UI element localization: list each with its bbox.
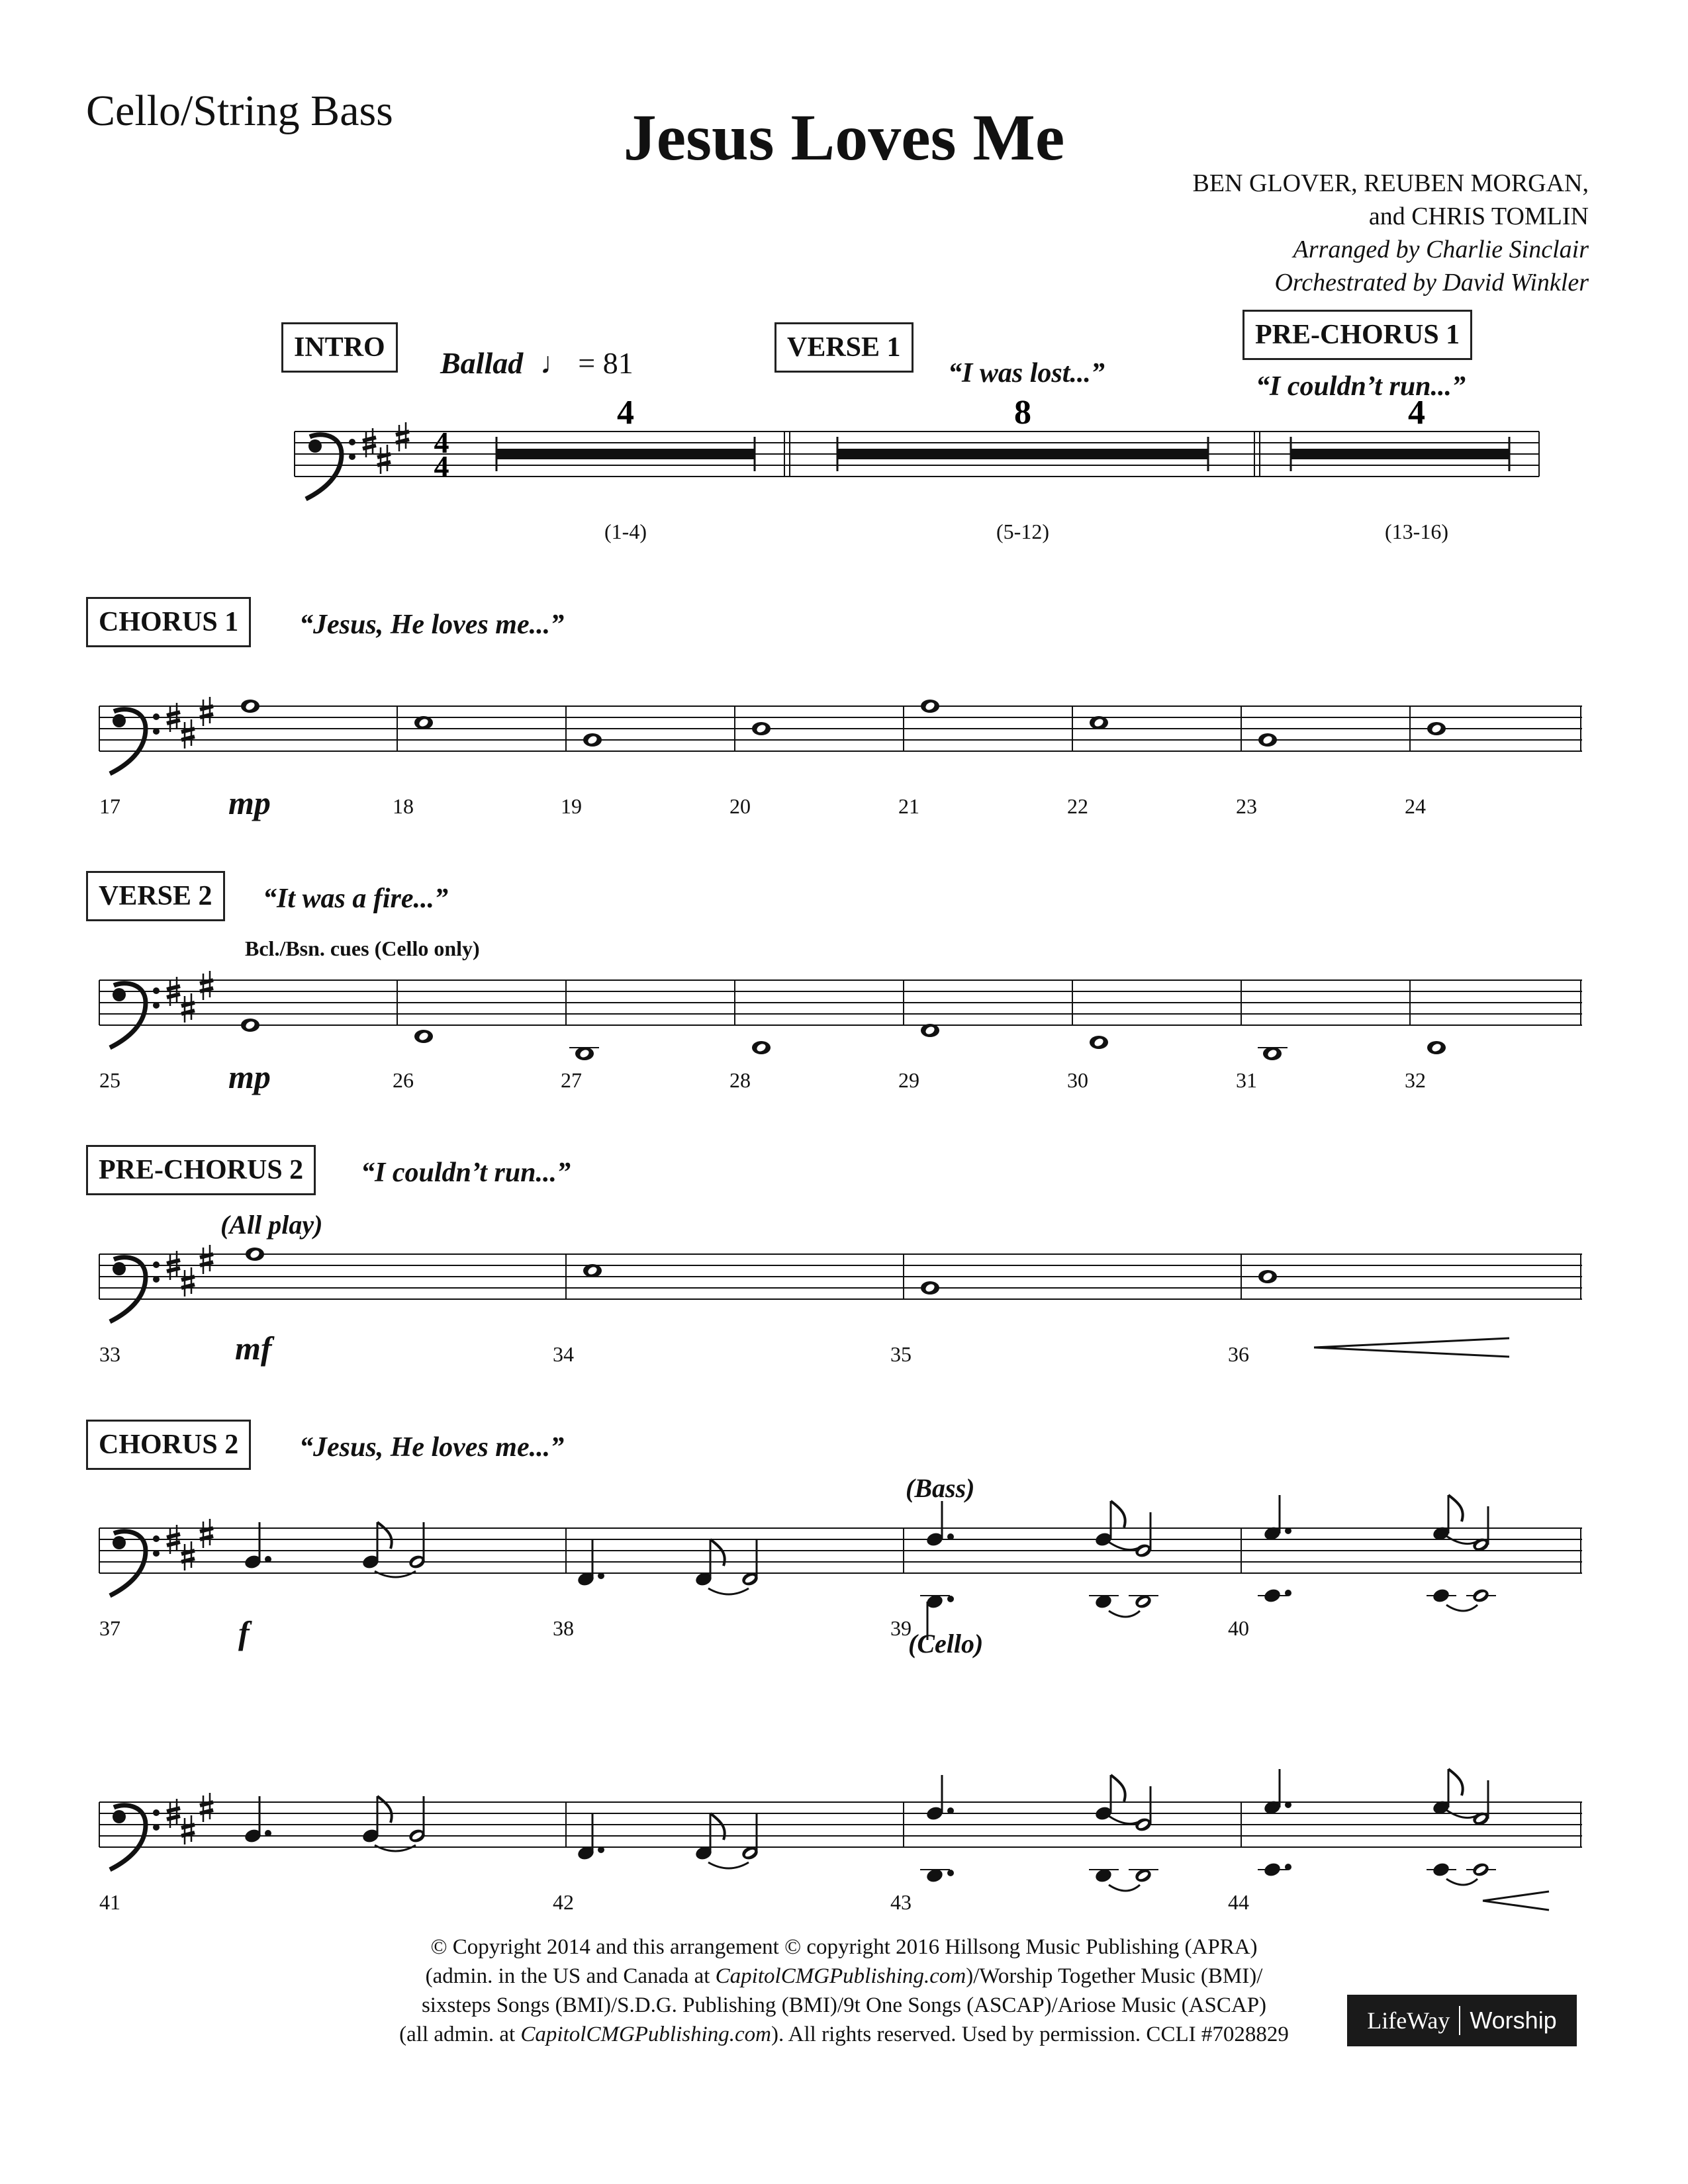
tempo-style: Ballad [440, 346, 524, 380]
measure-number: 35 [890, 1342, 912, 1366]
measure-number: 37 [99, 1616, 120, 1640]
m39-notes [925, 1501, 1153, 1640]
dynamic-mf: mf [235, 1330, 272, 1367]
rehearsal-mark-chorus-2: CHORUS 2 [86, 1420, 251, 1470]
quarter-note-icon: ♩ [539, 346, 571, 380]
staff-verse-2 [99, 971, 1582, 1060]
rehearsal-mark-chorus-1: CHORUS 1 [86, 597, 251, 647]
measure-number: 34 [553, 1342, 574, 1366]
staff-chorus-1 [99, 697, 1582, 774]
note-whole [752, 722, 771, 735]
m44-notes [1263, 1769, 1491, 1885]
bass-part-label: (Bass) [906, 1473, 975, 1503]
measure-range-intro: (1-4) [604, 520, 647, 543]
publisher-link: CapitolCMGPublishing.com [520, 2023, 772, 2046]
measure-number: 27 [561, 1068, 582, 1092]
measure-number: 24 [1405, 794, 1426, 818]
copyright-line-2-part: )/Worship Together Music (BMI)/ [966, 1964, 1263, 1988]
measure-number: 25 [99, 1068, 120, 1092]
all-play-instruction: (All play) [220, 1210, 323, 1240]
measure-number: 17 [99, 794, 120, 818]
m40-notes [1263, 1495, 1491, 1611]
measure-number: 18 [393, 794, 414, 818]
measure-number: 43 [890, 1890, 912, 1914]
lyric-cue-pre-chorus-2: “I couldn’t run...” [361, 1158, 571, 1188]
orchestrator-credit: Orchestrated by David Winkler [1274, 269, 1589, 296]
staff-chorus-2-a [99, 1495, 1582, 1640]
measure-number: 23 [1236, 794, 1257, 818]
rest-count-verse-1: 8 [1014, 394, 1031, 432]
copyright-line-2-part: (admin. in the US and Canada at [425, 1964, 716, 1988]
m41-notes [244, 1796, 427, 1851]
rehearsal-mark-intro: INTRO [281, 322, 398, 373]
dynamic-mp-verse-2: mp [228, 1058, 271, 1095]
measure-number: 19 [561, 794, 582, 818]
note-whole [752, 1041, 771, 1054]
m43-notes [925, 1775, 1153, 1891]
arranger-credit: Arranged by Charlie Sinclair [1293, 236, 1589, 263]
note-whole [414, 716, 433, 729]
note-whole [241, 700, 259, 713]
rehearsal-mark-verse-2: VERSE 2 [86, 871, 225, 921]
cello-part-label: (Cello) [908, 1629, 984, 1659]
logo-text-right: Worship [1470, 2007, 1557, 2034]
tempo-bpm: = 81 [578, 346, 633, 380]
measure-number: 21 [898, 794, 919, 818]
multi-rest-verse-1 [837, 394, 1208, 471]
measure-number: 36 [1228, 1342, 1249, 1366]
measure-number: 31 [1236, 1068, 1257, 1092]
logo-text-left: LifeWay [1367, 2007, 1450, 2034]
measure-range-pre-chorus-1: (13-16) [1385, 520, 1448, 543]
staff-pre-chorus-2 [99, 1245, 1582, 1357]
measure-number: 41 [99, 1890, 120, 1914]
note-whole [1090, 1036, 1108, 1049]
rest-count-pre-chorus-1: 4 [1408, 394, 1425, 432]
crescendo-hairpin [1483, 1891, 1549, 1910]
measure-number: 44 [1228, 1890, 1249, 1914]
staff-intro [295, 394, 1539, 499]
measure-number: 29 [898, 1068, 919, 1092]
measure-number: 26 [393, 1068, 414, 1092]
time-sig-bottom: 4 [434, 449, 449, 483]
copyright-line-3: sixsteps Songs (BMI)/S.D.G. Publishing (BMI)/9t One Songs (ASCAP)/Ariose Music (ASCAP) [421, 1993, 1267, 2017]
rehearsal-mark-pre-chorus-1: PRE-CHORUS 1 [1243, 310, 1472, 360]
song-title: Jesus Loves Me [623, 101, 1065, 174]
note-whole [921, 1281, 939, 1295]
lyric-cue-chorus-1: “Jesus, He loves me...” [299, 610, 565, 640]
note-whole [1427, 1041, 1446, 1054]
measure-number: 22 [1067, 794, 1088, 818]
multi-rest-pre-chorus-1 [1291, 394, 1509, 471]
measure-number: 20 [729, 794, 751, 818]
note-whole [414, 1030, 433, 1043]
dynamic-f: f [238, 1614, 250, 1651]
dynamic-mp-chorus-1: mp [228, 784, 271, 821]
measure-number: 33 [99, 1342, 120, 1366]
measure-number: 39 [890, 1616, 912, 1640]
note-whole [921, 700, 939, 713]
lifeway-worship-logo [1347, 1995, 1577, 2046]
staff-chorus-2-b [99, 1769, 1582, 1910]
note-whole [241, 1019, 259, 1032]
note-whole [1090, 716, 1108, 729]
measure-number: 28 [729, 1068, 751, 1092]
note-whole [921, 1024, 939, 1037]
cue-instruction: Bcl./Bsn. cues (Cello only) [245, 936, 480, 960]
m37-notes [244, 1522, 427, 1577]
measure-number: 38 [553, 1616, 574, 1640]
lyric-cue-verse-1: “I was lost...” [948, 358, 1105, 388]
note-whole [1263, 1047, 1282, 1060]
rest-count-intro: 4 [617, 394, 634, 432]
lyric-cue-verse-2: “It was a fire...” [263, 884, 449, 914]
composers-line-2: and CHRIS TOMLIN [1368, 203, 1589, 230]
copyright-line-2 [0, 1962, 1688, 1991]
rehearsal-mark-pre-chorus-2: PRE-CHORUS 2 [86, 1145, 316, 1195]
lyric-cue-pre-chorus-1: “I couldn’t run...” [1256, 371, 1466, 402]
logo-divider [1459, 2006, 1460, 2035]
multi-rest-intro [496, 394, 755, 471]
instrument-name: Cello/String Bass [86, 87, 393, 135]
copyright-line-1: © Copyright 2014 and this arrangement © copyright 2016 Hillsong Music Publishing (APRA) [430, 1935, 1258, 1959]
measure-number: 40 [1228, 1616, 1249, 1640]
publisher-link: CapitolCMGPublishing.com [715, 1964, 966, 1988]
measure-number: 32 [1405, 1068, 1426, 1092]
note-whole [583, 733, 602, 747]
measure-number: 42 [553, 1890, 574, 1914]
m42-notes [577, 1813, 760, 1868]
copyright-line-4-part: (all admin. at [399, 2023, 521, 2046]
rehearsal-mark-verse-1: VERSE 1 [774, 322, 914, 373]
note-whole [1258, 1270, 1277, 1283]
crescendo-hairpin [1314, 1338, 1509, 1357]
note-whole [246, 1248, 264, 1261]
time-sig-top: 4 [434, 426, 449, 459]
measure-range-verse-1: (5-12) [996, 520, 1049, 543]
note-whole [575, 1047, 594, 1060]
composers-line-1: BEN GLOVER, REUBEN MORGAN, [1192, 169, 1589, 197]
note-whole [1258, 733, 1277, 747]
note-whole [583, 1264, 602, 1277]
note-whole [1427, 722, 1446, 735]
m38-notes [577, 1539, 760, 1594]
measure-number: 30 [1067, 1068, 1088, 1092]
lyric-cue-chorus-2: “Jesus, He loves me...” [299, 1432, 565, 1463]
copyright-line-4-part: ). All rights reserved. Used by permission. CCLI #7028829 [771, 2023, 1289, 2046]
